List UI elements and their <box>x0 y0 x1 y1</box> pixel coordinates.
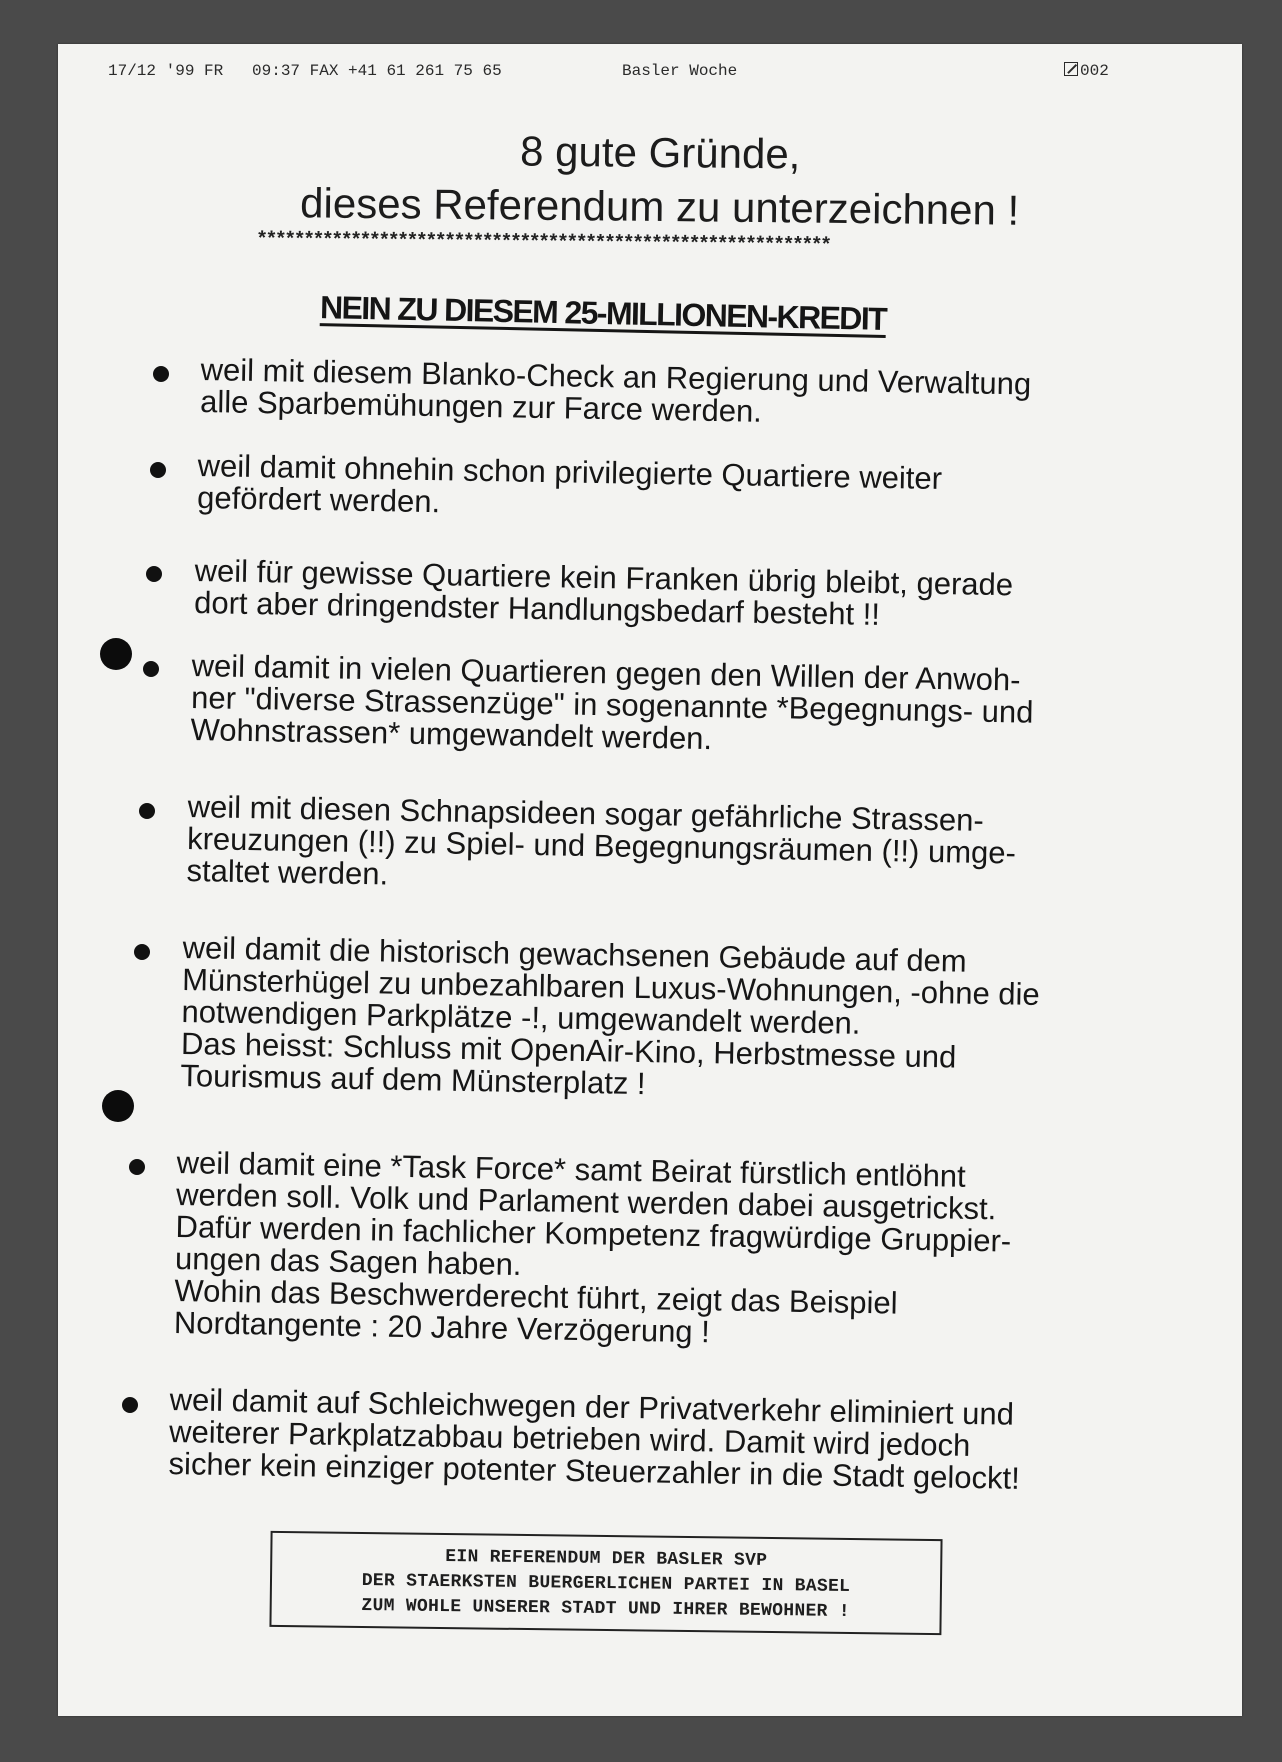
title-line-1: 8 gute Gründe, <box>519 127 801 178</box>
reason-text: weil damit in vielen Quartieren gegen den Willen der Anwoh- ner "diverse Strassenzüge" in sogenannte *Begegnungs- und Wohnstrassen* umgewandelt werden. <box>190 648 1034 757</box>
headline: NEIN ZU DIESEM 25-MILLIONEN-KREDIT <box>319 289 887 337</box>
reason-text: weil mit diesen Schnapsideen sogar gefährliche Strassen- kreuzungen (!!) zu Spiel- und Begegnungsräumen (!!) umge- staltet werden. <box>186 789 1017 892</box>
punch-hole <box>100 638 132 670</box>
reason-text: weil damit die historisch gewachsenen Gebäude auf dem Münsterhügel zu unbezahlbaren Luxus-Wohnungen, -ohne die notwendigen Parkplätze -!, umgewandelt werden. Das heisst: Schluss mit OpenAir-Kino, Herbstmesse und Tourismus auf dem Münsterplatz ! <box>180 930 1041 1102</box>
bullet-icon <box>146 566 162 582</box>
bullet-icon <box>150 462 166 478</box>
fax-page-number <box>1064 62 1109 80</box>
reason-item-6 <box>180 932 1123 1108</box>
fax-page-label: 002 <box>1080 62 1109 80</box>
fax-sender: Basler Woche <box>622 62 738 80</box>
footer-box <box>269 1531 942 1635</box>
fax-transmission-info: 17/12 '99 FR 09:37 FAX +41 61 261 75 65 <box>108 62 502 80</box>
footer-line-3: ZUM WOHLE UNSERER STADT UND IHRER BEWOHNER ! <box>361 1596 851 1622</box>
punch-hole <box>102 1090 134 1122</box>
reason-item-5 <box>186 791 1128 903</box>
page-title <box>239 122 1080 239</box>
bullet-icon <box>122 1397 138 1413</box>
reason-item-8 <box>168 1384 1110 1496</box>
footer-line-1: EIN REFERENDUM DER BASLER SVP <box>445 1547 768 1571</box>
reason-text: weil damit eine *Task Force* samt Beirat fürstlich entlöhnt werden soll. Volk und Parlament werden dabei ausgetrickst. Dafür werden in fachlicher Kompetenz fragwürdige Gruppier- ungen das Sagen haben. Wohin das Beschwerderecht führt, zeigt das Beispiel Nordtangente : 20 Jahre Verzögerung ! <box>173 1145 1012 1350</box>
footer-line-2: DER STAERKSTEN BUERGERLICHEN PARTEI IN BASEL <box>361 1571 851 1597</box>
title-line-2: dieses Referendum zu unterzeichnen ! <box>299 179 1020 234</box>
fax-header <box>108 62 738 116</box>
reason-item-7 <box>174 1147 1117 1355</box>
asterisk-separator: ************************************************************* <box>255 228 830 258</box>
reason-item-4 <box>190 650 1132 762</box>
reason-text: weil damit ohnehin schon privilegierte Quartiere weiter gefördert werden. <box>196 448 943 520</box>
bullet-icon <box>129 1159 145 1175</box>
reason-text: weil damit auf Schleichwegen der Privatverkehr eliminiert und weiterer Parkplatzabbau betrieben wird. Damit wird jedoch sicher kein einziger potenter Steuerzahler in die Stadt gelockt! <box>168 1382 1021 1496</box>
bullet-icon <box>143 661 159 677</box>
reason-text: weil für gewisse Quartiere kein Franken übrig bleibt, gerade dort aber dringendster Handlungsbedarf besteht !! <box>193 553 1014 632</box>
bullet-icon <box>153 366 169 382</box>
bullet-icon <box>134 944 150 960</box>
bullet-icon <box>139 803 155 819</box>
fax-page-icon <box>1064 62 1078 76</box>
reason-text: weil mit diesem Blanko-Check an Regierung und Verwaltung alle Sparbemühungen zur Farce werden. <box>199 352 1032 429</box>
